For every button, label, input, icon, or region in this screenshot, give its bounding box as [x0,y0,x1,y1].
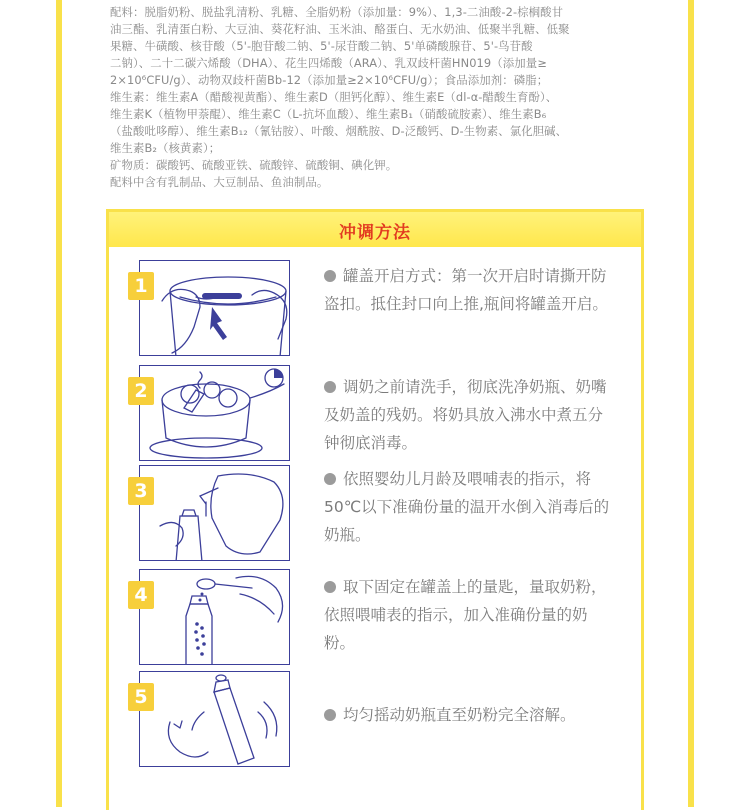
bullet-dot-icon [324,381,336,393]
pour-water-kettle-icon [140,466,290,561]
ingredients-line: 2×10⁶CFU/g）、动物双歧杆菌Bb-12（添加量≥2×10⁶CFU/g）；食品添加剂：磷脂； [110,73,549,87]
ingredients-line: （盐酸吡哆醇）、维生素B₁₂（氰钴胺）、叶酸、烟酰胺、D-泛酸钙、D-生物素、氯化胆碱、 [110,124,568,138]
step-5-description: 均匀摇动奶瓶直至奶粉完全溶解。 [343,706,576,724]
step-3-description: 依照婴幼儿月龄及喂哺表的指示，将50℃以下准确份量的温开水倒入消毒后的奶瓶。 [324,470,610,544]
ingredients-text [110,4,650,191]
step-3-illustration [139,465,290,561]
ingredients-line: 配料：脱脂奶粉、脱盐乳清粉、乳糖、全脂奶粉（添加量：9%）、1,3-二油酸-2-棕榈酸甘 [110,5,564,19]
step-2-illustration [139,365,290,461]
step-3-text [324,465,616,549]
step-1-illustration [139,260,290,356]
step-5-illustration [139,671,290,767]
right-border-bar [688,0,694,807]
step-number-badge: 2 [128,377,154,405]
ingredients-line: 维生素：维生素A（醋酸视黄酯）、维生素D（胆钙化醇）、维生素E（dl-α-醋酸生育酚）、 [110,90,558,104]
step-2-description: 调奶之前请洗手，彻底洗净奶瓶、奶嘴及奶盖的残奶。将奶具放入沸水中煮五分钟彻底消毒。 [324,378,607,452]
step-5-text [324,701,616,729]
ingredients-line: 果糖、牛磺酸、核苷酸（5'-胞苷酸二钠、5'-尿苷酸二钠、5'单磷酸腺苷、5'-鸟苷酸 [110,39,533,53]
step-2 [134,365,619,461]
step-number-badge: 4 [128,581,154,609]
ingredients-line: 配料中含有乳制品、大豆制品、鱼油制品。 [110,175,329,189]
step-1 [134,260,619,356]
ingredients-line: 维生素B₂（核黄素）； [110,141,221,155]
step-5 [134,671,619,767]
bullet-dot-icon [324,270,336,282]
step-number-badge: 1 [128,272,154,300]
step-number-badge: 3 [128,477,154,505]
step-4-illustration [139,569,290,665]
shake-bottle-icon [140,672,290,767]
bullet-dot-icon [324,581,336,593]
bullet-dot-icon [324,473,336,485]
bullet-dot-icon [324,709,336,721]
open-can-lid-icon [140,261,290,356]
boiling-pot-icon [140,366,290,461]
step-1-description: 罐盖开启方式：第一次开启时请撕开防盗扣。抵住封口向上推,瓶间将罐盖开启。 [324,267,608,313]
add-formula-scoop-icon [140,570,290,665]
ingredients-line: 矿物质：碳酸钙、硫酸亚铁、硫酸锌、硫酸铜、碘化钾。 [110,158,398,172]
step-4-text [324,573,616,657]
preparation-method-panel [106,209,644,810]
step-2-text [324,373,616,457]
ingredients-line: 油三酯、乳清蛋白粉、大豆油、葵花籽油、玉米油、酪蛋白、无水奶油、低聚半乳糖、低聚 [110,22,570,36]
left-border-bar [56,0,62,807]
step-4 [134,569,619,665]
step-4-description: 取下固定在罐盖上的量匙，量取奶粉，依照喂哺表的指示，加入准确份量的奶粉。 [324,578,607,652]
step-number-badge: 5 [128,683,154,711]
method-title: 冲调方法 [339,223,411,243]
step-1-text [324,262,616,318]
ingredients-line: 二钠）、二十二碳六烯酸（DHA）、花生四烯酸（ARA）、乳双歧杆菌HN019（添加量≥ [110,56,547,70]
ingredients-line: 维生素K（植物甲萘醌）、维生素C（L-抗坏血酸）、维生素B₁（硝酸硫胺素）、维生素B₆ [110,107,547,121]
step-3 [134,465,619,561]
method-title-bar [109,212,641,247]
